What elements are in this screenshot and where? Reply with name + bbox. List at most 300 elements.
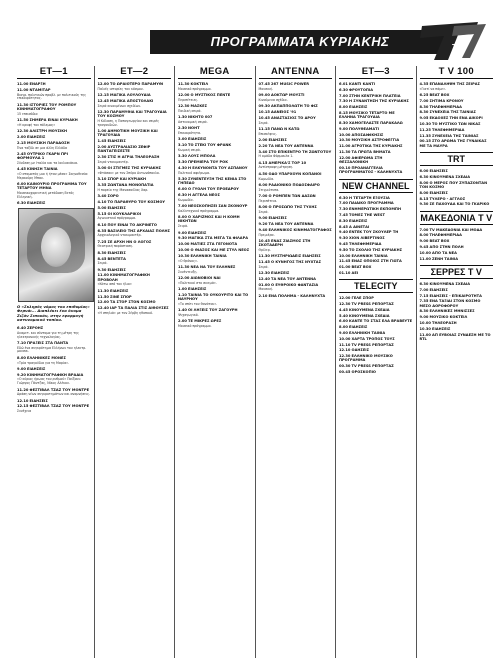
program-time: 12.00 <box>178 275 190 280</box>
program-title: ΚΑΝΤΕ ΤΟ ΣΤΑΣ ΕΛΑ ΒΡΑΒΕΥΤΕ <box>349 319 413 324</box>
program-item <box>178 177 252 186</box>
program-item <box>178 193 252 197</box>
program-item <box>339 254 413 258</box>
program-item <box>339 248 413 252</box>
program-title: ΕΙΔΗΣΕΙΣ <box>29 398 48 403</box>
program-description: Συνέντευξη. <box>178 269 198 274</box>
program-description: Πολιτικό αφιέρωμα. <box>178 170 210 175</box>
program-description: Αστυνομική σειρά. <box>178 120 208 125</box>
program-time: 9.40 <box>258 227 268 232</box>
program-title: ΤΗΛΕΟΡΑΣΗ <box>432 321 457 325</box>
program-time: 12.00 <box>339 296 351 301</box>
program-time: 10.00 <box>419 321 431 325</box>
program-description: Μουσικοχορευτική μετάδοση Εκτός Ελληνική. <box>17 191 75 200</box>
program-item <box>420 82 494 86</box>
program-time: 9.20 <box>17 372 26 377</box>
program-title: ΕΙΔΗΣΕΙΣ <box>27 201 46 206</box>
program-time: 9.45 <box>339 241 348 246</box>
program-time: 6.30 <box>339 87 348 92</box>
program-item <box>259 260 333 264</box>
program-description: Επικαιρότητα. <box>178 131 202 136</box>
program-title: ΤΟ ΣΧΟΛΙΟ ΤΗΣ ΚΥΡΙΑΚΗΣ <box>349 247 403 252</box>
program-item <box>17 201 91 205</box>
program-item <box>17 82 91 86</box>
program-time: 1.30 <box>178 115 187 120</box>
column-et1 <box>14 66 95 658</box>
program-item <box>178 204 252 208</box>
program-item <box>420 139 494 148</box>
program-title: BEAT BOX <box>429 93 450 98</box>
program-item <box>17 356 91 360</box>
program-description: Θρίλερ. <box>258 247 271 252</box>
program-description: Μουσικό πρόγραμμα. <box>178 86 212 91</box>
program-title: ΛΟΥΣ ΜΠΟΛΑ <box>188 154 216 159</box>
program-title: ΠΡΑΞΕΙΣ ΣΤΑ ΠΑΝΤΑ <box>27 340 69 345</box>
program-time: 11.45 <box>258 260 270 264</box>
program-item <box>178 254 252 258</box>
program-item <box>420 99 494 103</box>
program-item <box>178 82 252 86</box>
program-item <box>339 88 413 92</box>
program-item <box>17 388 91 392</box>
program-time: 3.00 <box>97 166 107 171</box>
program-description: 15 επεισόδια <box>17 111 38 116</box>
program-item <box>178 308 252 312</box>
program-title: ΜΟΥΣΙΚΟ ΚΟΚΤΕΙΛ <box>429 315 468 320</box>
program-title: ΒΕΝΤΕΤΑ <box>107 256 126 261</box>
program-description: Αντίστροφη μέτρηση. <box>258 165 294 170</box>
program-time: 12.15 <box>17 404 29 409</box>
program-item <box>98 229 172 233</box>
program-title: ΑΠΟΣΔΙΦΙΚΗΣΙΣ <box>351 132 384 137</box>
program-item <box>98 289 172 293</box>
program-list <box>339 296 413 374</box>
program-time: 3.40 <box>258 149 268 154</box>
program-item <box>339 133 413 137</box>
program-time: 9.00 <box>339 330 348 335</box>
program-item <box>98 177 172 181</box>
program-title: ΝΕΟΣΚΟΠΗΣΕΙ ΣΑΝ ΣΚΟΝΟΥΡ <box>188 204 248 209</box>
program-title: ΚΙΝΗΣΗ ΤΑΙΝΙΑ <box>27 167 58 172</box>
program-time: 2.10 <box>258 293 268 298</box>
program-item <box>98 300 172 304</box>
program-title: ΕΝΑΣ ΟΠΟΙΟΣ ΣΤΗ ΓΙΩΤΑ <box>351 259 402 264</box>
program-time: 8.00 <box>419 233 429 238</box>
program-title: ΑΙΩΝΟΒΙΟΙ ΝΑΙ <box>190 275 221 280</box>
program-title: Η ΑΓΓΕΛΑ ΝΕΟΣ <box>188 192 220 197</box>
program-description: Παιδική σειρά. <box>178 108 202 113</box>
program-time: 8.30 <box>419 104 429 109</box>
program-item <box>98 93 172 97</box>
program-item <box>98 306 172 310</box>
actress-photo <box>18 208 94 302</box>
program-description: Κινούμενα σχέδια. <box>258 97 288 102</box>
program-item <box>339 325 413 329</box>
program-time: 1.10 <box>178 292 187 297</box>
program-title: ΠΑΙΔΙΚΟ ΠΡΟΓΡΑΜΜΑ <box>349 201 394 206</box>
program-item <box>339 99 413 103</box>
program-item <box>98 273 172 282</box>
program-time: 4.15 <box>258 160 268 165</box>
program-item <box>259 271 333 275</box>
program-title: ΝΤΑΜΙΤΑΡ <box>29 87 51 92</box>
program-item <box>339 370 413 374</box>
program-title: ΠΟΛΥΘΕΑΜΑΤΙ <box>349 126 379 131</box>
program-item <box>420 128 494 132</box>
program-title: ΕΝΑΣ ΖΙΑΣΜΟΣ ΣΤΗ ΣΚΟΤΑΔΕΡΗ <box>258 238 311 248</box>
program-item <box>98 183 172 187</box>
program-item <box>17 399 91 403</box>
program-description: «Η σπηλιά» με τον Σέρβη ηθοποιό. <box>97 310 153 315</box>
program-list <box>420 169 494 207</box>
program-time: 9.30 <box>419 202 429 207</box>
program-description: Η Κόλαση, η Παπαγεωργίου και σειρές τραγουδιών. <box>97 119 160 127</box>
program-item <box>339 302 413 306</box>
program-item <box>259 228 333 232</box>
program-item <box>420 191 494 195</box>
program-title: ΣΤΙΣ Η ΑΓΡΙΑ ΤΗΛΕΟΡΑΣΗ <box>107 155 160 160</box>
program-title: ΔΗΜΟΤΙΚΗ ΜΟΥΣΙΚΗ ΚΑΙ ΤΡΑΓΟΥΔΙΑ <box>97 129 158 138</box>
program-time: 9.00 <box>419 315 429 320</box>
program-item <box>259 127 333 131</box>
program-time: 01.10 <box>339 270 351 275</box>
program-title: ΠΑΡΑΜΥΘΙΑ ΚΑΙ ΤΡΑΓΟΥΔΙΑ ΤΟΥ ΚΟΣΜΟΥ <box>97 109 167 119</box>
channel-subheader: TRT <box>420 152 494 166</box>
program-time: 09.30 <box>258 104 270 109</box>
program-time: 2.00 <box>97 145 107 150</box>
program-title: ΕΙΔΗΣΕΙΣ <box>268 216 287 221</box>
program-item <box>420 134 494 138</box>
program-time: 3.00 <box>178 137 187 142</box>
program-time: 11.20 <box>17 387 29 392</box>
program-item <box>420 197 494 201</box>
program-time: 3.10 <box>97 177 107 182</box>
program-description: Σειρά κινουμένων σχεδίων. <box>97 103 142 108</box>
program-time: 10.30 <box>178 253 190 258</box>
program-title: Ο ΜΥΣΤΙΚΟΣ ΠΕΝΤΕ <box>190 93 231 98</box>
program-title: ΕΛΛΗΝΙΚΟ ΜΟΥΣΙΚΟ ΠΡΟΓΡΑΜΜΑ <box>339 354 393 363</box>
program-time: 8.00 <box>178 215 187 220</box>
program-title: ΚΙΝΟΥΜΕΝΑ ΣΧΕΔΙΑ <box>349 307 390 312</box>
program-title: TV PRESS ΡΕΠΟΡΤΑΖ <box>351 342 394 347</box>
program-item <box>339 201 413 205</box>
program-time: 8.00 <box>419 180 429 185</box>
program-time: 8.00 <box>339 325 348 330</box>
program-time: 8.15 <box>419 196 429 201</box>
program-list <box>339 82 413 175</box>
program-item <box>420 294 494 298</box>
program-time: 3.35 <box>97 183 107 188</box>
program-time: 8.30 <box>97 250 107 255</box>
program-item <box>98 206 172 210</box>
program-time: 11.50 <box>17 118 29 123</box>
program-title: Ο ΘΙΑΣΟΣ ΚΑΙ ΜΕ ΣΤΥΛ ΝΕΟΣ <box>190 247 250 252</box>
program-time: 12.40 <box>97 306 109 311</box>
program-description: Επισκέψεις. <box>258 131 277 136</box>
program-title: ΤΕ ΜΙΚΡΕΣ ΩΡΕΣ <box>188 319 222 324</box>
program-description: Αναμετ. και σύντομα για τη μέτρη της ηλεκτρονικής τεχνολογίας. <box>17 330 80 339</box>
program-item <box>420 122 494 126</box>
program-title: ΤΑ ΝΕΑ ΤΟΥ ΑΝΤΕΝΝΑ <box>268 143 314 148</box>
program-title: ΟΔΗΣΕΙΣ <box>351 348 370 353</box>
program-time: 00.15 <box>419 139 431 144</box>
program-item <box>339 207 413 211</box>
program-time: 6.30 <box>419 281 429 286</box>
program-time: 2.30 <box>178 126 187 131</box>
program-title: ΚΙΝΟΥΜΕΝΑ ΣΧΕΔΙΑ <box>429 281 470 286</box>
program-time: 11.30 <box>97 288 109 293</box>
program-item <box>339 354 413 363</box>
program-description: «Ο θρόνος». <box>178 258 198 263</box>
program-time: 10.45 <box>258 115 270 120</box>
program-time: 12.15 <box>97 93 109 98</box>
program-time: 8.00 <box>258 205 268 210</box>
program-description: Περιπέτειες. <box>178 97 199 102</box>
program-item <box>178 154 252 158</box>
program-item <box>17 373 91 377</box>
program-title: ΕΙΔΗΣΕΙΣ <box>349 218 368 223</box>
program-title: ΕΙΔΗΣΕΙΣ <box>27 366 46 371</box>
program-item <box>420 321 494 325</box>
program-title: BEAT BOX <box>429 239 450 244</box>
program-title: ΤΗΛΕΦΗΜΕΡΙΔΑ <box>349 241 382 246</box>
program-title: ΕΛΛΗΝΙΚΗ ΤΑΙΝΙΑ <box>351 253 388 258</box>
program-time: 12.30 <box>178 104 190 109</box>
program-item <box>259 144 333 148</box>
program-item <box>178 276 252 280</box>
program-item <box>339 111 413 120</box>
program-title: ΚΙΝΗΜΑΤΟΓΡΑΦΙΚΗ ΒΡΑΔΙΑ <box>27 372 84 377</box>
program-item <box>178 236 252 240</box>
program-time: 11.35 <box>419 133 431 138</box>
program-description: Πρεμιέρα. <box>258 232 275 237</box>
program-time: 2.30 <box>97 155 107 160</box>
program-item <box>420 288 494 292</box>
program-item <box>98 240 172 244</box>
program-title: ΓΕΛΕ ΣΠΟΡ <box>351 296 374 301</box>
program-time: 8.00 <box>419 190 429 195</box>
program-item <box>259 294 333 298</box>
program-title: ΑΚΠΑΠΠΟΛΩΤΗ ΤΟ ΦΙΖ <box>271 104 318 109</box>
program-item <box>17 167 91 171</box>
program-description: Κωμική σειρά. <box>178 148 201 153</box>
program-time: 11.15 <box>258 126 270 131</box>
program-title: ΤΑ ΠΡΩΤΑ ΒΗΜΑΤΑ <box>351 150 391 155</box>
program-time: 6.30 <box>339 195 348 200</box>
program-time: 7.45 <box>339 212 348 217</box>
program-description: Σειρά ντοκιμαντέρ. <box>97 159 129 164</box>
program-description: Σειρά. <box>178 224 188 229</box>
program-title: ΣΥΝΕΝΤΕΥΞΗ ΤΗΣ ΚΕΝΙΑ ΣΤΟ ΓΗΠΕΔΟ <box>178 177 247 186</box>
channel-header: ANTENNA <box>259 66 333 79</box>
program-title: ΠΑΝΩ Ν ΚΑΤΩ <box>271 126 300 131</box>
program-title: ΟΡΟΣΚΟΠΙΟ <box>351 370 376 375</box>
program-time: 6.30 <box>178 192 187 197</box>
program-title: ΖΕΝΗ ΤΑΙΝΙΑ <box>432 256 459 261</box>
program-item <box>420 93 494 97</box>
program-item <box>339 314 413 318</box>
program-title: ΕΝΑ ΤΑΞΙΔΙ ΣΤΟΝ ΚΟΣΜΟ ΜΕΣΟ ΔΟΡΟΦΟΡΟΥ <box>419 299 481 308</box>
program-title: ΕΙΔΗΣΕΙΣ - ΕΠΙΚΑΙΡΟΤΗΤΑ <box>429 293 482 298</box>
program-title: ΕΛΛΗΝΙΚΗ ΤΑΙΝΙΑ <box>190 253 227 258</box>
program-item <box>259 183 333 187</box>
program-item <box>17 141 91 145</box>
program-item <box>17 135 91 139</box>
program-title: ΚΙΝΟΥΜΕΝΑ ΣΧΕΔΙΑ <box>349 313 390 318</box>
program-title: Ο ΜΕΡΟΣ ΠΟΥ ΖΥΠΑΖΟΝΤΑΝ ΤΟΝ ΚΟΣΜΟ <box>419 180 488 189</box>
program-time: 10.00 <box>178 247 190 252</box>
program-item <box>339 348 413 352</box>
program-item <box>178 293 252 302</box>
program-item <box>17 118 91 122</box>
program-time: 2.00 <box>258 137 268 142</box>
program-title: ΦΡΟΥΤΟΠΙΑ <box>349 87 374 92</box>
program-description: Σειρά. <box>258 120 269 125</box>
program-description: Δράση νέων συγκροτημάτων και αναμνήσεις. <box>17 392 90 397</box>
program-description: «Πολιτικοί στο σινεμά». <box>178 280 217 285</box>
program-time: 11.00 <box>97 273 109 278</box>
program-item <box>259 150 333 154</box>
program-title: ΠΡΕΜΙΕΡΑ ΤΟΥ ΡΟΚ <box>188 160 228 165</box>
program-title: ΣΥΝΕΧΕΙΑ ΤΗΣ ΤΑΙΝΙΑΣ <box>432 133 479 138</box>
program-title: ΤΥΛΕΡΟ - ΑΓΓΛΟΣ <box>429 196 466 201</box>
program-item <box>259 161 333 165</box>
program-title: ΕΙΔΗΣΕΙΣ <box>188 230 207 235</box>
program-item <box>178 319 252 323</box>
program-title: ΟΔΟ ΥΠΑΡΧΟΥΝ ΚΟΠΑΝΟΙ <box>268 171 322 176</box>
program-time: 12.00 <box>97 300 109 305</box>
program-item <box>17 182 91 191</box>
program-description: «Ο κύριος ήρωας του ρυθμού» Παίζουν: Γιώργος Πάντζας, Νίκος Αλέκου. <box>17 377 82 386</box>
program-time: 9.30 <box>178 236 187 241</box>
program-list <box>339 196 413 276</box>
program-description: «Ο σταματάς μια ή ήταν μέσα» Σκηνοθεσία: Μερκούρη Μπαν. <box>17 172 89 180</box>
program-item <box>339 259 413 263</box>
program-title: ΑΠΟ ΤΑ ΝΕΑ <box>432 250 457 255</box>
program-item <box>178 104 252 108</box>
program-list <box>17 326 91 414</box>
program-time: 01.00 <box>339 265 351 270</box>
program-time: 9.40 <box>339 230 348 235</box>
program-time: 7.00 <box>419 227 429 232</box>
program-item <box>420 333 494 342</box>
program-item <box>98 200 172 204</box>
program-time: 3.30 <box>178 154 187 159</box>
program-time: 2.45 <box>17 151 26 156</box>
program-time: 12.10 <box>339 348 351 353</box>
column-tv100 <box>417 66 497 658</box>
program-time: 8.45 <box>97 256 107 261</box>
program-item <box>420 169 494 173</box>
program-title: Ο ΧΑΡΙΖΜΟΣ ΚΑΙ Η ΚΟΜΗ ΝΙΚΗΤΩΝ <box>178 215 240 224</box>
program-title: ΡΑΔΙΟΝΙΚΟ ΠΟΔΟΣΦΑΙΡΟ <box>268 182 320 187</box>
program-title: ΙΑΡ ΤΑ ΠΑΛΙΑ ΣΤΙΣ ΑΙΘΟΥΣΕΣ <box>110 306 169 311</box>
program-time: 12.10 <box>17 398 29 403</box>
program-item <box>17 326 91 330</box>
program-item <box>178 115 252 119</box>
channel-header: ET—3 <box>339 66 413 79</box>
program-title: ΑΜΕΡΙΚΑ'Σ ΤΟΡ 10 <box>268 160 307 165</box>
program-time: 9.30 <box>339 236 348 241</box>
program-description: Αγωνιστικό πρόγραμμα. <box>97 216 137 221</box>
program-item <box>178 287 252 291</box>
program-title: ΑΓΡΟΤΙΚΑ ΤΗΣ ΚΥΡΙΑΚΗΣ <box>351 144 403 149</box>
program-item <box>98 110 172 119</box>
program-title: ΣΤΗΝ ΚΕΝΤΡΙΚΗ ΠΛΑΤΕΙΑ <box>349 93 401 98</box>
program-description: Θεατρική παράσταση. <box>97 244 134 249</box>
program-title: ΧΙΟΝ ΛΙΒΕΡΤΙΝΟΣ <box>349 236 385 241</box>
channel-subheader: ΜΑΚΕΔΟΝΙΑ T V <box>420 212 493 223</box>
program-title: ΕΙΔΗΣΕΙΣ <box>429 190 448 195</box>
program-item <box>339 150 413 154</box>
program-item <box>420 202 494 206</box>
program-title: ΜΟΥΣΙΚΟ ΤΕΤΑΡΤΟ ΜΕ ΕΛΛΗΝΑ ΤΡΑΓΟΥΔΙΑ <box>339 110 395 120</box>
program-title: ΑΦΙΕΡΩΜΑ ΣΤΗ ΘΕΣΣΑΛΟΝΙΚΗ <box>339 155 383 165</box>
program-time: 12.00 <box>97 82 109 86</box>
program-item <box>98 166 172 170</box>
program-item <box>420 105 494 109</box>
program-description: Εδώ ένα συγκρότημα Ελλήνων του ηλεκτρ. μουσικ. <box>17 345 87 354</box>
program-title: ΕΙΔΗΣΕΙΣ <box>107 250 126 255</box>
schedule-columns <box>14 66 496 658</box>
program-description: Βιογρ. πολιτικών προβλ. με πολιτικούς της επικαιρότητας. <box>17 92 87 101</box>
program-description: Μουσική. <box>258 86 274 91</box>
program-time: 6.40 <box>17 326 26 330</box>
program-item <box>178 265 252 269</box>
program-title: ΕΙΔΗΣΕΙΣ <box>188 137 207 142</box>
program-time: 11.30 <box>339 150 351 155</box>
program-title: ΤΑΙΝΙΑ ΤΟ ΟΥΚΟΥΡΙΤΟ ΚΑΙ ΤΟ ΝΑΥΡΗΟΥ <box>178 292 249 302</box>
program-time: 12.00 <box>339 155 351 160</box>
program-item <box>17 367 91 371</box>
program-title: Ο ΕΥΘΡΟΙΚΟ ΦΑΝΤΑΣΙΑ <box>271 282 319 287</box>
program-time: 9.20 <box>258 221 268 226</box>
program-title: ΚΑΝΤΙ ΚΑΝΤΙ <box>349 82 376 86</box>
program-item <box>259 254 333 258</box>
program-time: 8.15 <box>339 110 348 115</box>
program-title: ΑΝΑΣΤΑΣΙΟΣ ΤΟ ΔΡΟΥ <box>271 115 316 120</box>
program-time: 11.25 <box>419 127 431 132</box>
program-title: ΜΑΓΙΚΑ ΣΤΑ ΜΕΓΑ ΤΑ ΦΙΛΑΡΑ <box>188 236 248 241</box>
program-title: ΕΠΑΝΑΛΗΨΗ ΤΗΣ ΣΕΙΡΑΣ <box>429 82 480 86</box>
program-item <box>339 225 413 229</box>
program-item <box>98 212 172 216</box>
program-item <box>339 213 413 217</box>
program-time: 6.00 <box>258 182 268 187</box>
program-title: ΧΑΜΟΓΕΛΑΣΤΕ ΠΑΡΑΚΑΛΩ <box>349 121 403 126</box>
program-item <box>420 327 494 331</box>
program-time: 10.00 <box>339 132 351 137</box>
program-time: 4.35 <box>419 82 429 86</box>
program-item <box>178 187 252 191</box>
program-time: 11.30 <box>17 102 29 107</box>
program-title: ΕΛΛΗΝΙΚΕΣ ΜΗΝΙΣΣΕΣ <box>429 309 475 314</box>
program-item <box>259 205 333 209</box>
program-time: 6.00 <box>17 182 26 187</box>
program-title: ΝΟΗΤ <box>188 126 200 131</box>
program-time: 8.30 <box>419 110 429 115</box>
program-title: ΣΕ ΑΡΧΗ ΗΝ Ο ΛΟΓΟΣ <box>107 239 152 244</box>
program-item <box>420 175 494 179</box>
program-time: 00.45 <box>339 370 351 375</box>
program-item <box>259 222 333 226</box>
program-list <box>17 82 91 206</box>
program-time: 00.10 <box>339 165 351 170</box>
program-title: ΔΑΝΕΙΟΣ '91 <box>271 109 297 114</box>
program-time: 12.40 <box>258 276 270 281</box>
program-time: 6.35 <box>97 228 107 233</box>
program-title: ΤΟΜΕΣ THE WEST <box>349 212 385 217</box>
